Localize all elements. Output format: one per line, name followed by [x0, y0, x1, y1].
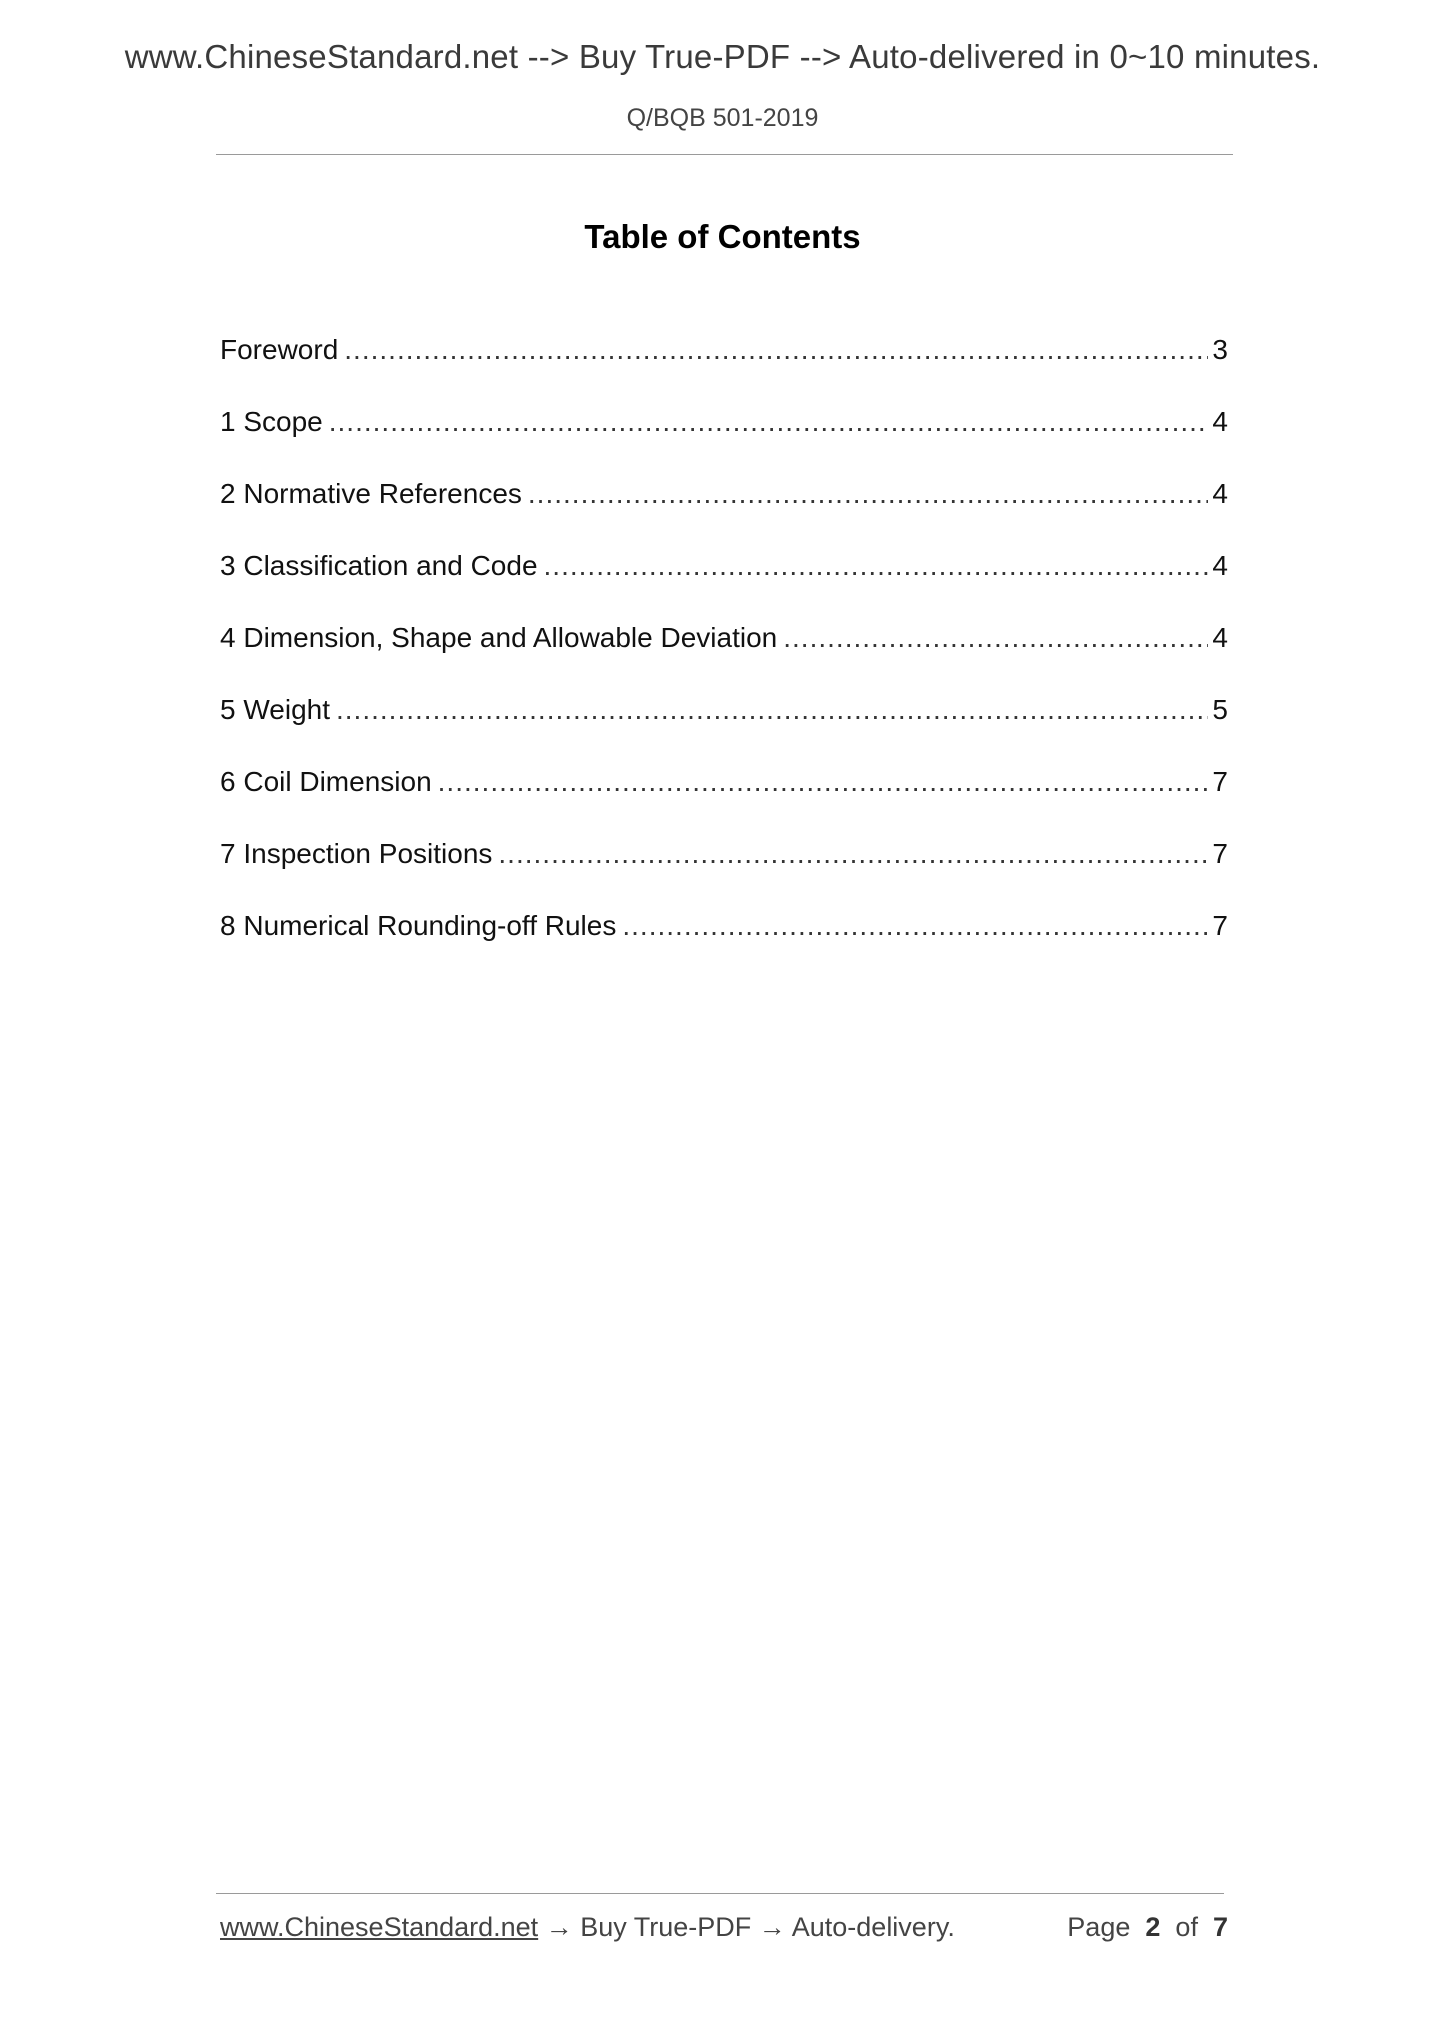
header-divider: [216, 154, 1233, 155]
page-current: 2: [1145, 1912, 1161, 1942]
toc-entry-label: Foreword: [220, 334, 339, 365]
toc-dot-leader: [438, 766, 1209, 798]
toc-entry-page: 4: [1212, 622, 1228, 653]
header-banner: www.ChineseStandard.net --> Buy True-PDF --> Auto-delivered in 0~10 minutes.: [124, 38, 1321, 75]
toc-entry-page: 4: [1212, 406, 1228, 437]
toc-entry-inspection-positions[interactable]: [220, 838, 1228, 910]
toc-entry-label: 5 Weight: [220, 694, 330, 725]
toc-entry-page: 4: [1212, 478, 1228, 509]
toc-entry-page: 7: [1212, 910, 1228, 941]
toc-dot-leader: [336, 694, 1208, 726]
toc-entry-coil-dimension[interactable]: [220, 766, 1228, 838]
toc-entry-numerical-rounding-off-rules[interactable]: [220, 910, 1228, 982]
toc-entry-normative-references[interactable]: [220, 478, 1228, 550]
toc-entry-foreword[interactable]: [220, 334, 1228, 406]
table-of-contents: [220, 334, 1228, 982]
toc-entry-page: 7: [1212, 838, 1228, 869]
page-total: 7: [1212, 1912, 1228, 1942]
toc-entry-label: 7 Inspection Positions: [220, 838, 493, 869]
of-word: of: [1175, 1912, 1198, 1942]
footer-promo: [220, 1912, 955, 1943]
toc-entry-page: 4: [1212, 550, 1228, 581]
footer-divider: [216, 1893, 1224, 1894]
toc-dot-leader: [544, 550, 1209, 582]
toc-entry-label: 2 Normative References: [220, 478, 522, 509]
toc-dot-leader: [783, 622, 1208, 654]
page-footer: [220, 1912, 1228, 1952]
document-code: Q/BQB 501-2019: [626, 104, 819, 132]
toc-dot-leader: [329, 406, 1209, 438]
toc-entry-scope[interactable]: [220, 406, 1228, 478]
toc-entry-label: 1 Scope: [220, 406, 323, 437]
toc-dot-leader: [498, 838, 1208, 870]
footer-promo-text: → Buy True-PDF → Auto-delivery.: [538, 1912, 955, 1942]
toc-dot-leader: [622, 910, 1208, 942]
toc-entry-weight[interactable]: [220, 694, 1228, 766]
toc-entry-label: 6 Coil Dimension: [220, 766, 432, 797]
toc-entry-page: 5: [1212, 694, 1228, 725]
toc-entry-label: 4 Dimension, Shape and Allowable Deviation: [220, 622, 778, 653]
toc-entry-page: 3: [1212, 334, 1228, 365]
toc-dot-leader: [528, 478, 1209, 510]
toc-entry-dimension-shape-deviation[interactable]: [220, 622, 1228, 694]
toc-entry-page: 7: [1212, 766, 1228, 797]
page-word: Page: [1067, 1912, 1131, 1942]
toc-title: Table of Contents: [584, 218, 861, 255]
toc-entry-label: 8 Numerical Rounding-off Rules: [220, 910, 617, 941]
toc-dot-leader: [344, 334, 1208, 366]
footer-site-link[interactable]: www.ChineseStandard.net: [220, 1912, 539, 1942]
toc-entry-classification-and-code[interactable]: [220, 550, 1228, 622]
toc-entry-label: 3 Classification and Code: [220, 550, 538, 581]
page-number: [1067, 1912, 1228, 1943]
